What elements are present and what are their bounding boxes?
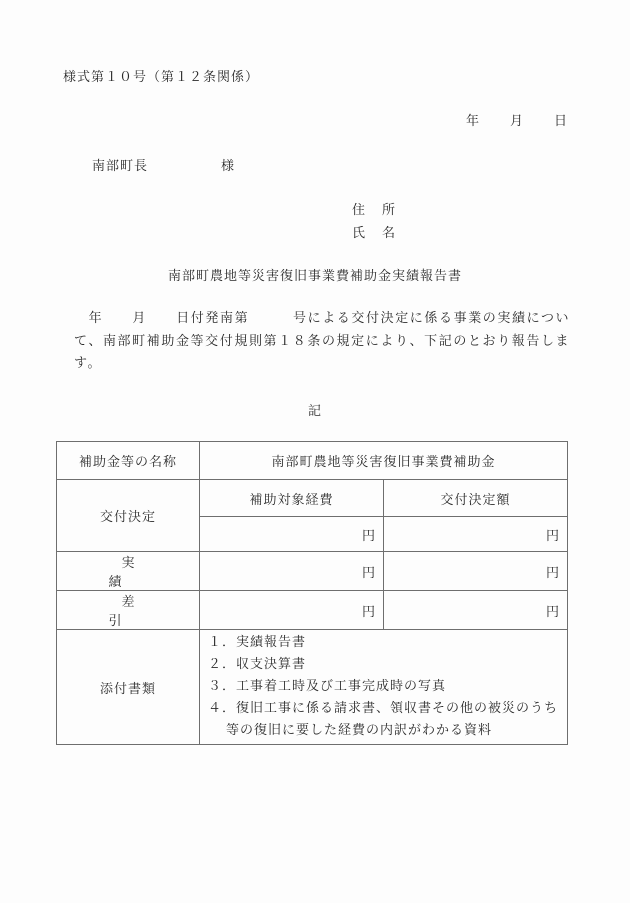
- address-label: [352, 199, 396, 222]
- col-header-eligible-cost: 補助対象経費: [200, 480, 384, 517]
- date-day: 日: [554, 114, 569, 129]
- name-label-2: 名: [382, 226, 397, 241]
- col-header-decision-amount: 交付決定額: [384, 480, 568, 517]
- actual-amount[interactable]: 円: [384, 552, 568, 591]
- actual-label-text: 実 績: [108, 556, 200, 590]
- address-label-2: 所: [382, 203, 397, 218]
- applicant-block: [352, 199, 396, 245]
- addressee-honorific: 様: [221, 159, 236, 174]
- difference-label-text: 差 引: [108, 595, 200, 629]
- addressee: [92, 155, 235, 174]
- attachment-item: ２．収支決算書: [208, 657, 307, 672]
- document-title: 南部町農地等災害復旧事業費補助金実績報告書: [167, 269, 462, 284]
- date-line: [466, 110, 568, 129]
- address-label-1: 住: [352, 203, 367, 218]
- difference-label: [57, 591, 200, 630]
- actual-label: [57, 552, 200, 591]
- table-row-difference: [57, 591, 568, 630]
- date-month: 月: [510, 114, 525, 129]
- date-year: 年: [466, 114, 481, 129]
- decision-label: 交付決定: [57, 480, 200, 552]
- table-row-attachments: [57, 630, 568, 745]
- subsidy-name-label: 補助金等の名称: [57, 442, 200, 480]
- body-paragraph: 年 月 日付発南第 号による交付決定に係る事業の実績について、南部町補助金等交付規則第１８条の規定により、下記のとおり報告します。: [74, 311, 571, 371]
- table-row-actual: [57, 552, 568, 591]
- decision-amount[interactable]: 円: [384, 517, 568, 552]
- decision-eligible-cost[interactable]: 円: [200, 517, 384, 552]
- ki-heading: 記: [307, 404, 322, 419]
- table-row-decision-header: [57, 480, 568, 517]
- difference-eligible-cost[interactable]: 円: [200, 591, 384, 630]
- attachment-item: ４．復旧工事に係る請求書、領収書その他の被災のうち: [208, 701, 559, 716]
- name-label: [352, 222, 396, 245]
- attachment-item-continuation: 等の復旧に要した経費の内訳がわかる資料: [226, 723, 493, 738]
- attachments-label: 添付書類: [57, 630, 200, 745]
- subsidy-name-value: 南部町農地等災害復旧事業費補助金: [200, 442, 568, 480]
- table-row-subsidy-name: [57, 442, 568, 480]
- addressee-name: 南部町長: [92, 159, 149, 174]
- difference-amount[interactable]: 円: [384, 591, 568, 630]
- attachment-item: １．実績報告書: [208, 635, 307, 650]
- attachments-list: [200, 630, 568, 745]
- report-table: [56, 441, 568, 745]
- form-number: 様式第１０号（第１２条関係）: [63, 70, 260, 85]
- actual-eligible-cost[interactable]: 円: [200, 552, 384, 591]
- name-label-1: 氏: [352, 226, 367, 241]
- attachment-item: ３．工事着工時及び工事完成時の写真: [208, 679, 447, 694]
